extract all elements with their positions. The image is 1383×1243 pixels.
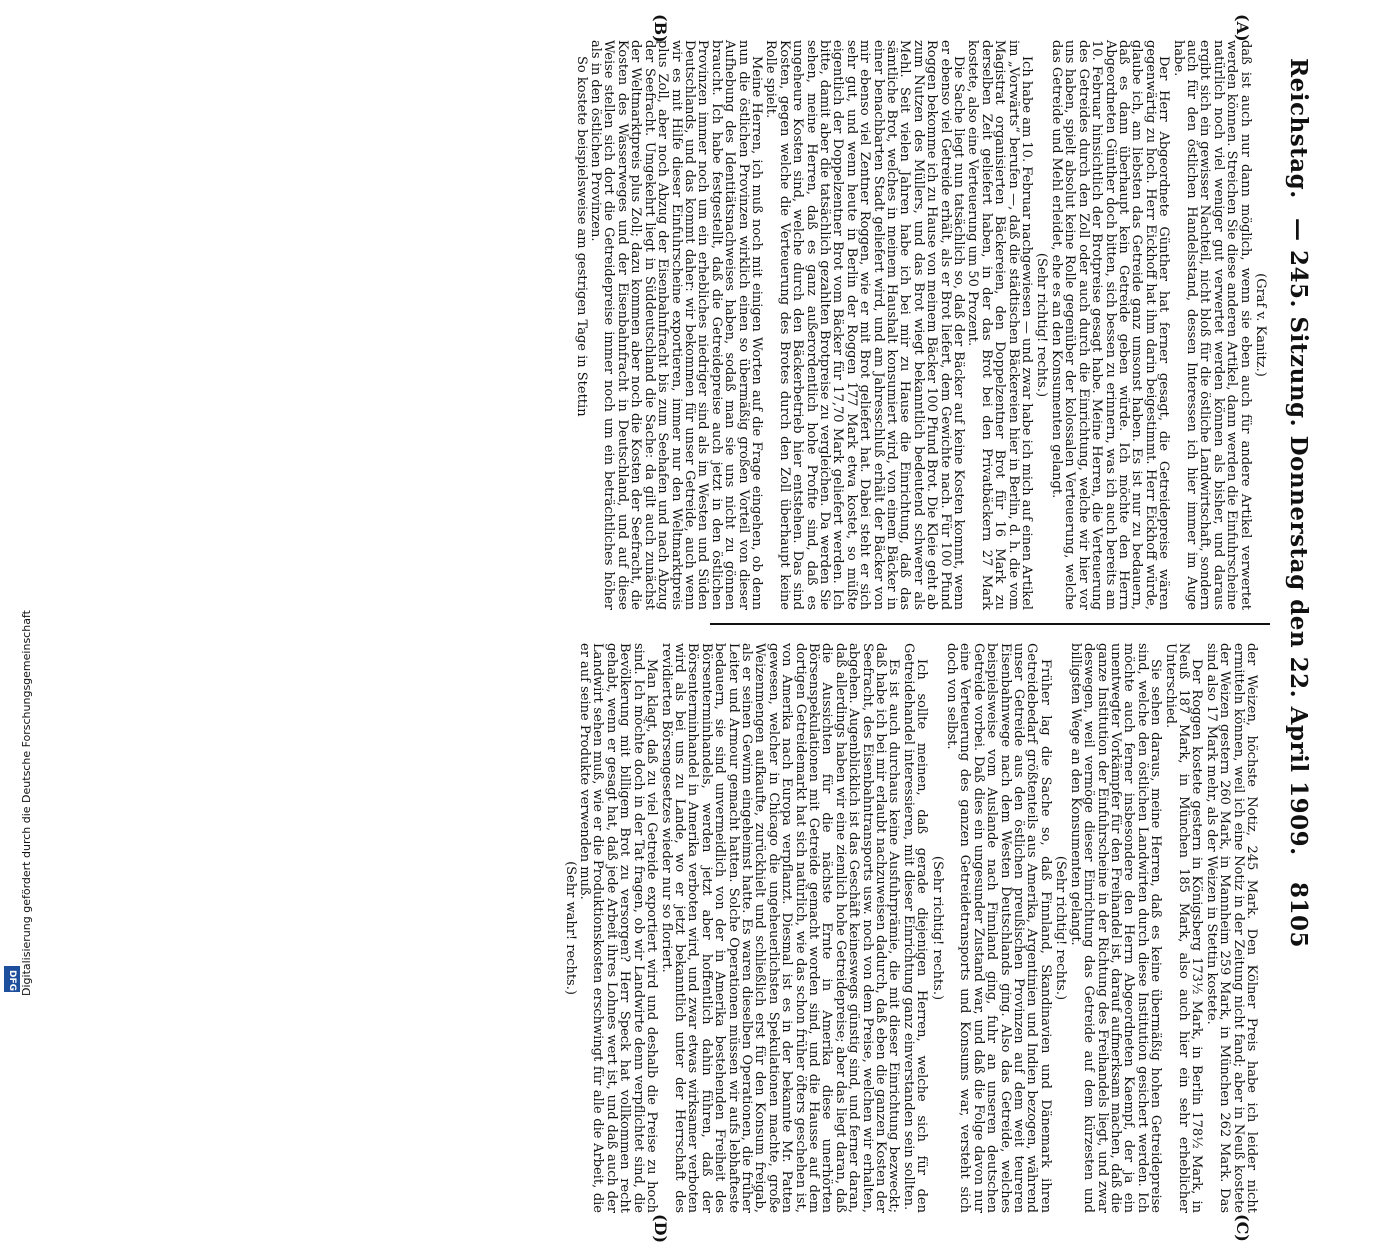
- interjection: (Sehr richtig! rechts.): [1053, 855, 1069, 1001]
- interjection: (Sehr wahr! rechts.): [562, 861, 578, 995]
- column-divider: [710, 623, 1270, 625]
- margin-mark-c: (C): [1233, 1214, 1252, 1242]
- paragraph: Die Sache liegt nun tatsächlich so, daß der Bäcker auf keine Kosten kommt, wenn er ebenso viel Getreide erhält, als er Brot liefert, dem Gewichte nach. Für 100 Pfund Roggen bekomme ich zu Hause von meinem Bäcker 100 Pfund Brot. Die Kleie geht ab zum Nutzen des Müllers, und das Brot wiegt bekanntlich bedeutend schwerer als Mehl. Seit vielen Jahren habe ich bei mir zu Hause die Einrichtung, daß das sämtliche Brot, welches in meinem Haushalt konsumiert wird, von einem Bäcker in einer benachbarten Stadt geliefert wird, und am Jahresschluß erhält der Bäcker von mir ebenso viel Zentner Roggen, wie er mit Brot geliefert hat. Dabei steht er sich sehr gut, und wenn heute in Berlin der Roggen 177 Mark etwa kostet, so müßte eigentlich der Doppelzentner Brot vom Bäcker für 17,70 Mark geliefert werden. Ich bitte, damit aber die tatsächlich gezahlten Brotpreise zu vergleichen. Da werden Sie sehen, meine Herren, daß es ganz außerordentlich hohe Profite sind, daß es ungeheure Kosten sind, welche durch den Bäckerbetrieb hier entstehen. Das sind Kosten, gegen welche die Verteuerung des Brotes durch den Zoll überhaupt keine Rolle spielt.: [763, 40, 967, 610]
- paragraph: Ich sollte meinen, daß gerade diejenigen Herren, welche sich für den Getreidehandel interessieren, mit dieser Einrichtung ganz einverstanden sein sollten.: [900, 643, 930, 1213]
- paragraph: Man klagt, daß zu viel Getreide exportiert wird und deshalb die Preise zu hoch sind. Ich möchte doch in der Tat fragen, ob wir Landwirte denn verpflichtet sind, die Bevölkerung mit billigem Brot zu versorgen? Herr Speck hat vollkommen recht gehabt, wenn er gesagt hat, daß jede Arbeit ihres Lohnes wert ist, und daß auch der Landwirt sehen muß, wie er die Produktionskosten erschwingt für alle die Arbeit, die er auf seine Produkte verwenden muß.: [577, 643, 660, 1213]
- credit-text: Digitalisierung gefördert durch die Deutsche Forschungsgemeinschaft: [20, 610, 33, 996]
- left-column: [573, 40, 1268, 610]
- paragraph: Meine Herren, ich muß noch mit einigen Worten auf die Frage eingehen, ob denn nun die östlichen Provinzen wirklich einen so übermäßig großen Vorteil von dieser Aufhebung des Identitätsnachweises haben, sodaß man sie uns nicht zu gönnen braucht. Ich habe festgestellt, daß die Getreidepreise auch jetzt in den östlichen Provinzen immer noch um ein erhebliches niedriger sind als im Westen und Süden Deutschlands, und das kommt daher: wir bekommen für unser Getreide, auch wenn wir es mit Hilfe dieser Einfuhrscheine exportieren, immer nur den Weltmarktpreis plus Zoll, aber noch Abzug der Eisenbahnfracht bis zum Seehafen und nach Abzug der Seefracht. Umgekehrt liegt in Süddeutschland die Sache: da gilt auch zunächst der Weltmarktpreis plus Zoll; dazu kommen aber noch die Kosten der Seefracht, die Kosten des Wasserweges und der Eisenbahnfracht in Deutschland, und auf diese Weise stellen sich dort die Getreidepreise immer noch um ein beträchtliches höher als in den östlichen Provinzen.: [588, 40, 764, 610]
- right-column: [561, 643, 1258, 1213]
- paragraph: daß ist auch nur dann möglich, wenn sie eben auch für andere Artikel verwertet werden können. Streichen Sie diese anderen Artikel, dann werden die Einfuhrscheine natürlich noch viel weniger gut verwertet werden können als bisher, und daraus ergibt sich ein gewisser Nachteil, nicht bloß für die östliche Landwirtschaft, sondern auch für den östlichen Handelsstand, dessen Interessen ich hier immer im Auge habe.: [1170, 40, 1253, 610]
- paragraph: Ich habe am 10. Februar nachgewiesen — und zwar habe ich mich auf einen Artikel im „Vorwärts“ berufen —, daß die städtischen Bäckereien hier in Berlin, d. h. die vom Magistrat organisierten Bäckereien, den Doppelzentner Brot für 16 Mark zu derselben Zeit geliefert haben, in der das Brot bei den Privatbäckern 27 Mark kostete, also eine Verteuerung um 50 Prozent.: [965, 40, 1035, 610]
- paragraph: der Weizen, höchste Notiz, 245 Mark. Den Kölner Preis habe ich leider nicht ermitteln können, weil ich eine Notiz in der Zeitung nicht fand; aber in Neuß kostete der Weizen gestern 260 Mark, in Mannheim 259 Mark, in München 262 Mark. Das sind also 17 Mark mehr, als der Weizen in Stettin kostete.: [1203, 643, 1259, 1213]
- document-page: [90, 14, 1330, 1243]
- paragraph: So kostete beispielsweise am gestrigen Tage in Stettin: [573, 56, 589, 417]
- margin-mark-b: (B): [651, 14, 670, 43]
- page-number: 8105: [1285, 881, 1312, 948]
- interjection: (Sehr richtig! rechts.): [1034, 252, 1050, 398]
- header-center: — 245. Sitzung. Donnerstag den 22. April 1909.: [1285, 218, 1312, 856]
- interjection: (Sehr richtig! rechts.): [929, 855, 945, 1001]
- paragraph: Der Roggen kostete gestern in Königsberg 173½ Mark, in Berlin 178½ Mark, in Neuß 187 Mark, in München 185 Mark, also auch hier ein sehr erheblicher Unterschied.: [1162, 643, 1205, 1213]
- dfg-logo: [4, 966, 20, 992]
- dfg-logo-text: DFG: [7, 970, 17, 992]
- margin-mark-d: (D): [651, 1214, 670, 1243]
- header-left: Reichstag.: [1285, 58, 1312, 199]
- digitization-credit: [0, 0, 33, 1000]
- paragraph: Sie sehen daraus, meine Herren, daß es keine übermäßig hohen Getreidepreise sind, welche den östlichen Landwirten durch diese Institution gesichert werden. Ich möchte auch ferner insbesondere den Herrn Abgeordneten Kaempf, der ja ein unentwegter Vorkämpfer für den Freihandel ist, darauf aufmerksam machen, daß die ganze Institution der Einfuhrscheine in der Richtung des Freihandels liegt, und zwar deswegen, weil vermöge dieser Einrichtung das Getreide auf dem kürzesten und billigsten Wege an den Konsumenten gelangt.: [1067, 643, 1164, 1213]
- speaker-label: (Graf v. Kanitz.): [1253, 273, 1268, 377]
- paragraph: Der Herr Abgeordnete Günther hat ferner gesagt, die Getreidepreise wären gegenwärtig zu hoch. Herr Eickhoff hat ihm darin beigestimmt. Herr Eickhoff würde, glaube ich, am liebsten das Getreide ganz umsonst haben. Es ist nur zu bedauern, daß es dann überhaupt kein Getreide geben würde. Ich möchte den Herrn Abgeordneten Günther doch bitten, sich bessen zu erinnern, was ich auch bereits am 10. Februar hinsichtlich der Brotpreise gesagt habe. Meine Herren, die Verteuerung des Getreides durch den Zoll oder auch durch die Einrichtung, welche wir hier vor uns haben, spielt absolut keine Rolle gegenüber der kolossalen Verteuerung, welche das Getreide und Mehl erleidet, ehe es an den Konsumenten gelangt.: [1048, 40, 1172, 610]
- margin-mark-a: (A): [1233, 14, 1252, 42]
- paragraph: Früher lag die Sache so, daß Finnland, Skandinavien und Dänemark ihren Getreidebedarf größtenteils aus Amerika, Argentinien und Indien bezogen, während unser Getreide aus den östlichen preußischen Provinzen auf dem weit teureren Eisenbahnwege nach dem Westen Deutschlands ging. Also das Getreide, welches beispielsweise vom Auslande nach Finnland ging, fuhr an unseren deutschen Getreide vorbei. Daß dies ein ungesunder Zustand war, und daß die Folge davon nur eine Verteuerung des ganzen Getreidetransports und Konsums war, versteht sich doch von selbst.: [944, 643, 1053, 1213]
- page-header: [1276, 58, 1320, 948]
- paragraph: Es ist auch durchaus keine Ausfuhrprämie, die mit dieser Einrichtung bezweckt; daß habe ich bei mir erlaubt nachzuweisen dadurch, daß eben die ganzen Kosten der Seefracht, des Eisenbahntransports usw. noch von dem Preise, welchen wir erhalten, abgehen. Augenblicklich ist das Geschäft keineswegs günstig sind, und ferner daran, daß allerdings haben wir eine ziemlich hohe Getreidepreise; aber das liegt daran, daß die Aussichten für die nächste Ernte in Amerika diese unerhörten Börsenspekulationen mit Getreide gemacht worden sind, und die Hausse auf dem dortigen Getreidemarkt hat sich natürlich, wie das schon früher öfters geschehen ist, von Amerika nach Europa verpflanzt. Diesmal ist es in der bekannte Mr. Patten gewesen, welcher in Chicago die ungeheuerlichsten Spekulationen machte, große Weizenmengen aufkaufte, zurückhielt und schließlich erst für den Konsum freigab, als er seinen Gewinn eingeheimst hatte. Es waren dieselben Operationen, die früher Leiter und Armour gemacht hatten. Solche Operationen müssen wir aufs lebhafteste bedauern, sie sind unvermeidlich von der in Amerika bestehenden Freiheit des Börsenterminhandels, werden jetzt aber hoffentlich dahin führen, daß der Börsenterminhandel in Amerika verboten wird, und zwar etwas wirksamer verboten wird als bei uns zu Lande, wo er jetzt bekanntlich unter der Herrschaft des revidierten Börsengesetzes wieder nur so floriert.: [658, 643, 902, 1213]
